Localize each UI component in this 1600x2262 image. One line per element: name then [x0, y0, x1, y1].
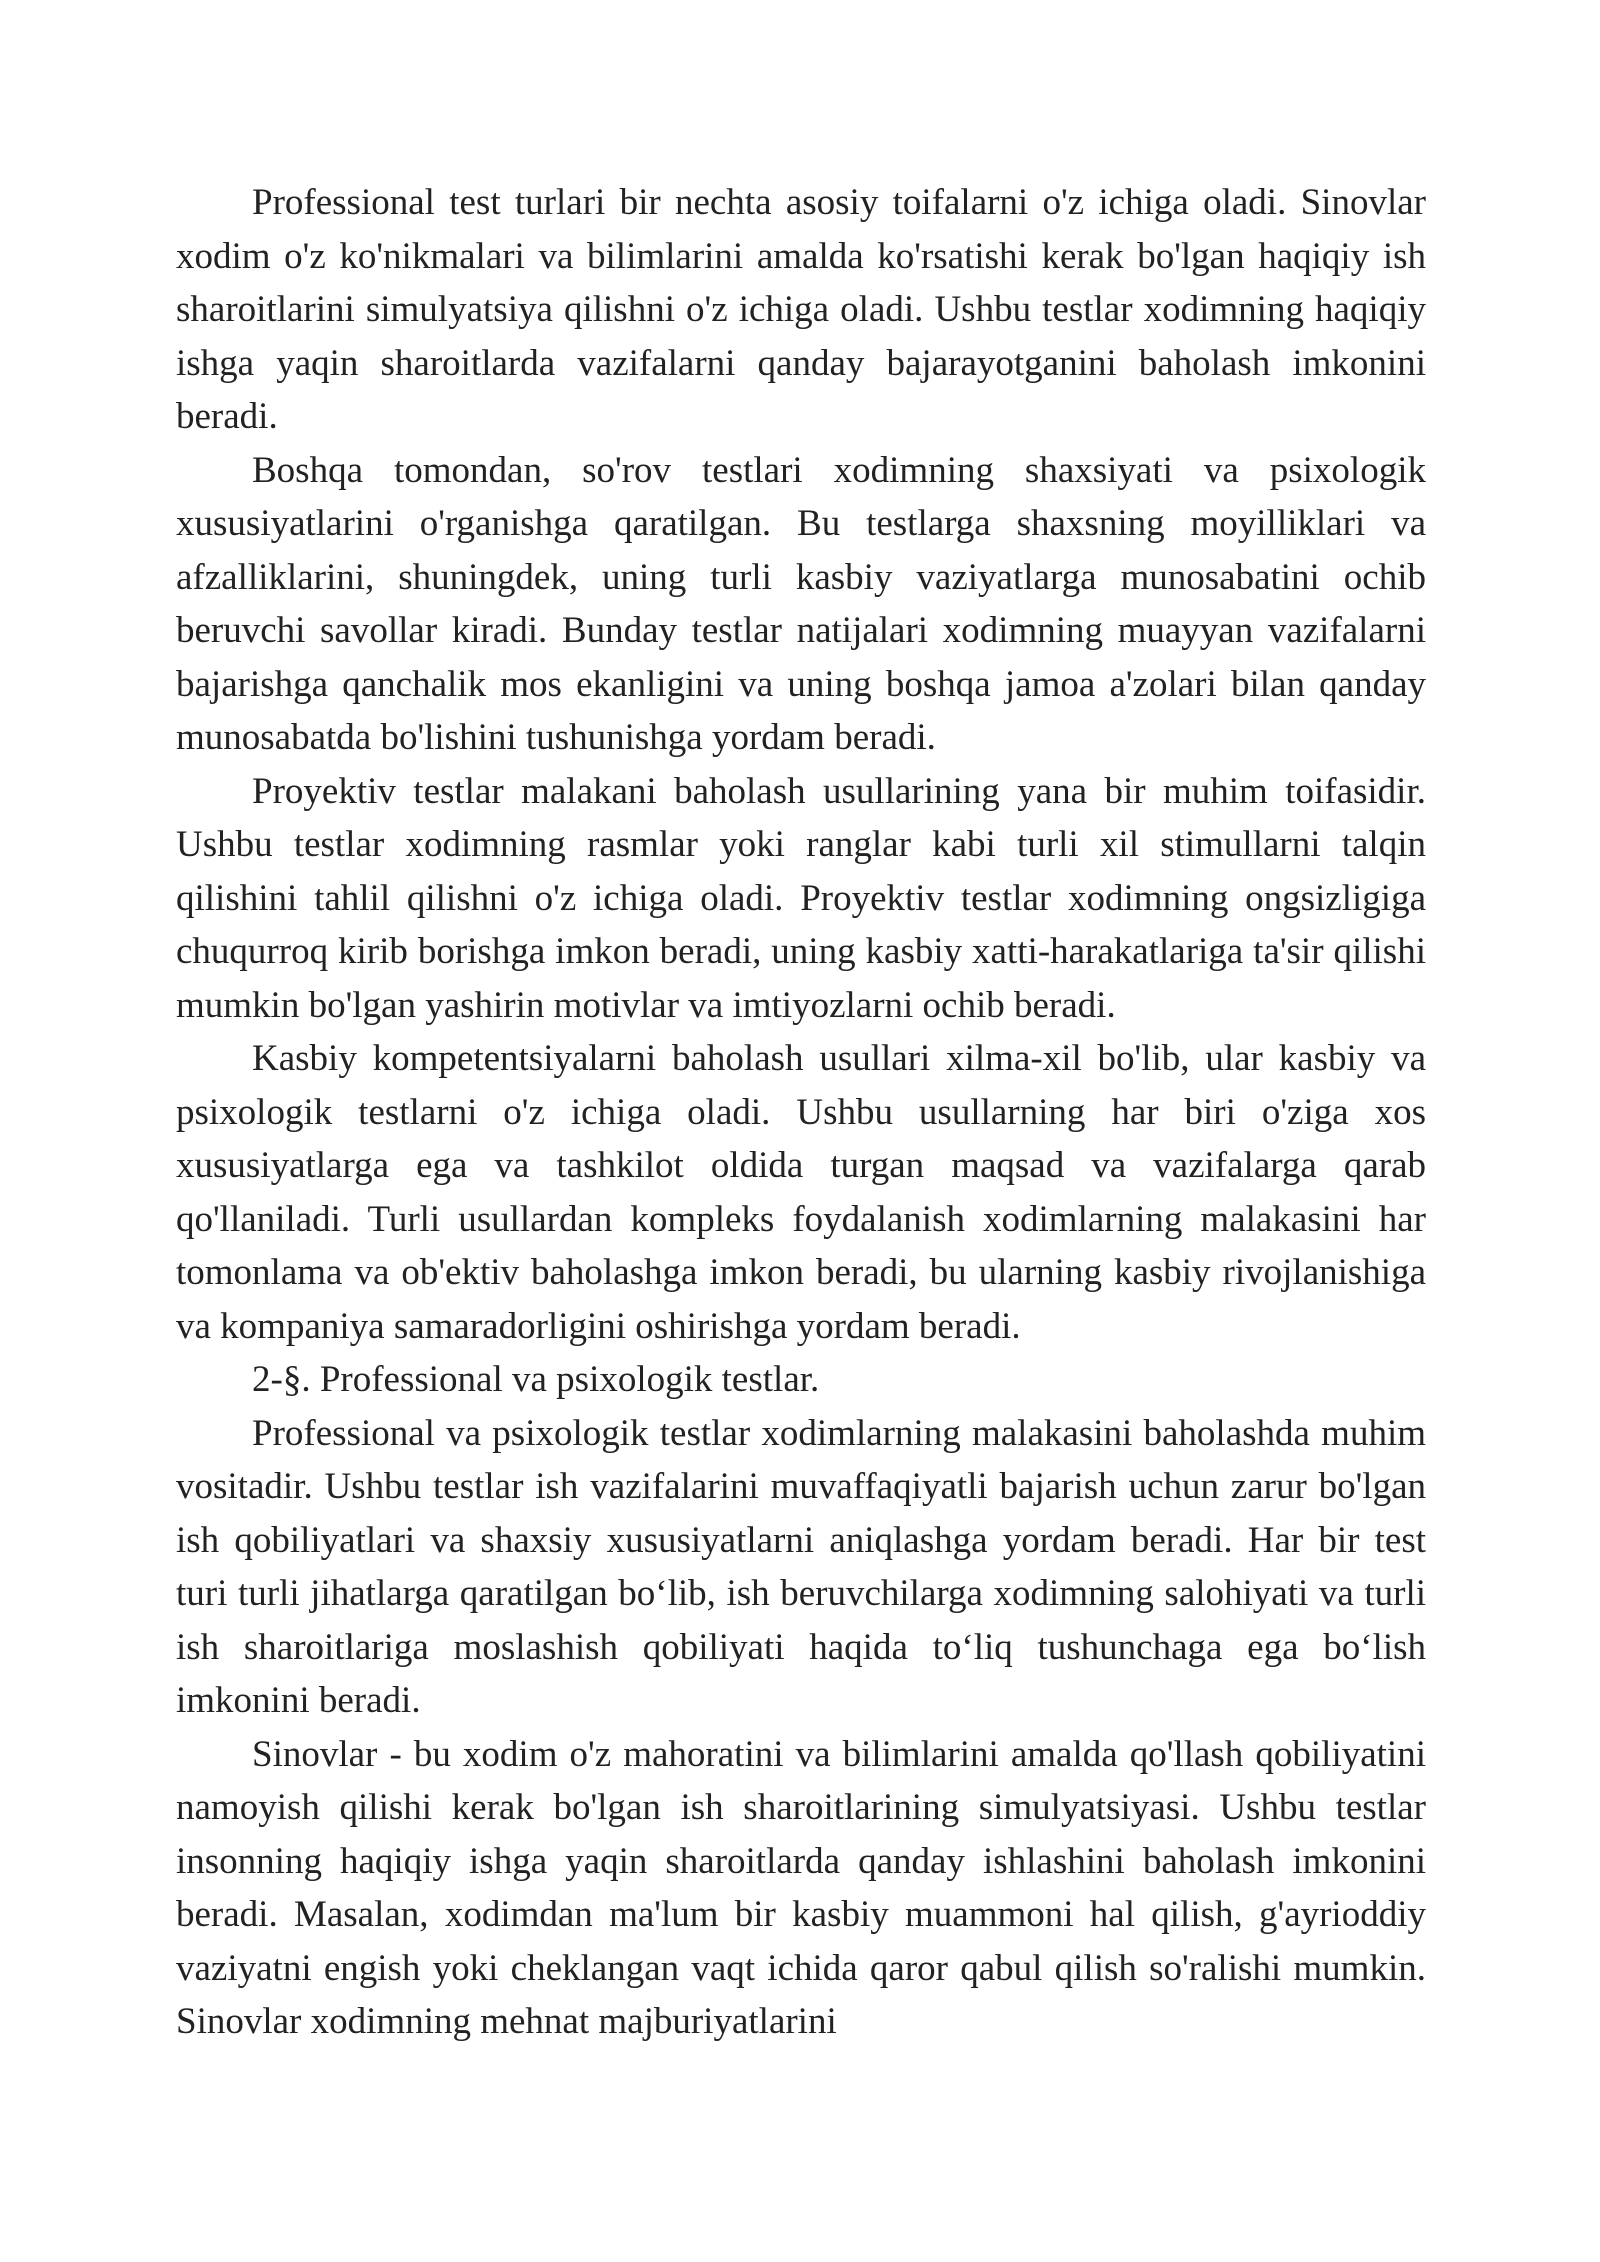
paragraph-survey-tests: Boshqa tomondan, so'rov testlari xodimning shaxsiyati va psixologik xususiyatlarini o'rganishga qaratilgan. Bu testlarga shaxsning moyilliklari va afzalliklarini, shuningdek, uning turli kasbiy vaziyatlarga munosabatini ochib beruvchi savollar kiradi. Bunday testlar natijalari xodimning muayyan vazifalarni bajarishga qanchalik mos ekanligini va uning boshqa jamoa a'zolari bilan qanday munosabatda bo'lishini tushunishga yordam beradi.	[176, 449, 1426, 758]
paragraph-assessment-methods: Kasbiy kompetentsiyalarni baholash usullari xilma-xil bo'lib, ular kasbiy va psixologik testlarni o'z ichiga oladi. Ushbu usullarning har biri o'ziga xos xususiyatlarga ega va tashkilot oldida turgan maqsad va vazifalarga qarab qo'llaniladi. Turli usullardan kompleks foydalanish xodimlarning malakasini har tomonlama va ob'ektiv baholashga imkon beradi, bu ularning kasbiy rivojlanishiga va kompaniya samaradorligini oshirishga yordam beradi.	[176, 1038, 1426, 1347]
paragraph-professional-psychological-tests: Professional va psixologik testlar xodimlarning malakasini baholashda muhim vositadir. Ushbu testlar ish vazifalarini muvaffaqiyatli bajarish uchun zarur bo'lgan ish qobiliyatlari va shaxsiy xususiyatlarni aniqlashga yordam beradi. Har bir test turi turli jihatlarga qaratilgan bo‘lib, ish beruvchilarga xodimning salohiyati va turli ish sharoitlariga moslashish qobiliyati haqida to‘liq tushunchaga ega bo‘lish imkonini beradi.	[176, 1412, 1426, 1721]
paragraph-practical-tests: Professional test turlari bir nechta asosiy toifalarni o'z ichiga oladi. Sinovlar xodim o'z ko'nikmalari va bilimlarini amalda ko'rsatishi kerak bo'lgan haqiqiy ish sharoitlarini simulyatsiya qilishni o'z ichiga oladi. Ushbu testlar xodimning haqiqiy ishga yaqin sharoitlarda vazifalarni qanday bajarayotganini baholash imkonini beradi.	[176, 182, 1426, 437]
document-body	[176, 176, 1426, 2049]
section-heading: 2-§. Professional va psixologik testlar.	[252, 1359, 820, 1400]
paragraph-simulations: Sinovlar - bu xodim o'z mahoratini va bilimlarini amalda qo'llash qobiliyatini namoyish qilishi kerak bo'lgan ish sharoitlarining simulyatsiyasi. Ushbu testlar insonning haqiqiy ishga yaqin sharoitlarda qanday ishlashini baholash imkonini beradi. Masalan, xodimdan ma'lum bir kasbiy muammoni hal qilish, g'ayrioddiy vaziyatni engish yoki cheklangan vaqt ichida qaror qabul qilish so'ralishi mumkin. Sinovlar xodimning mehnat majburiyatlarini	[176, 1733, 1426, 2042]
paragraph-projective-tests: Proyektiv testlar malakani baholash usullarining yana bir muhim toifasidir. Ushbu testlar xodimning rasmlar yoki ranglar kabi turli xil stimullarni talqin qilishini tahlil qilishni o'z ichiga oladi. Proyektiv testlar xodimning ongsizligiga chuqurroq kirib borishga imkon beradi, uning kasbiy xatti-harakatlariga ta'sir qilishi mumkin bo'lgan yashirin motivlar va imtiyozlarni ochib beradi.	[176, 770, 1426, 1026]
